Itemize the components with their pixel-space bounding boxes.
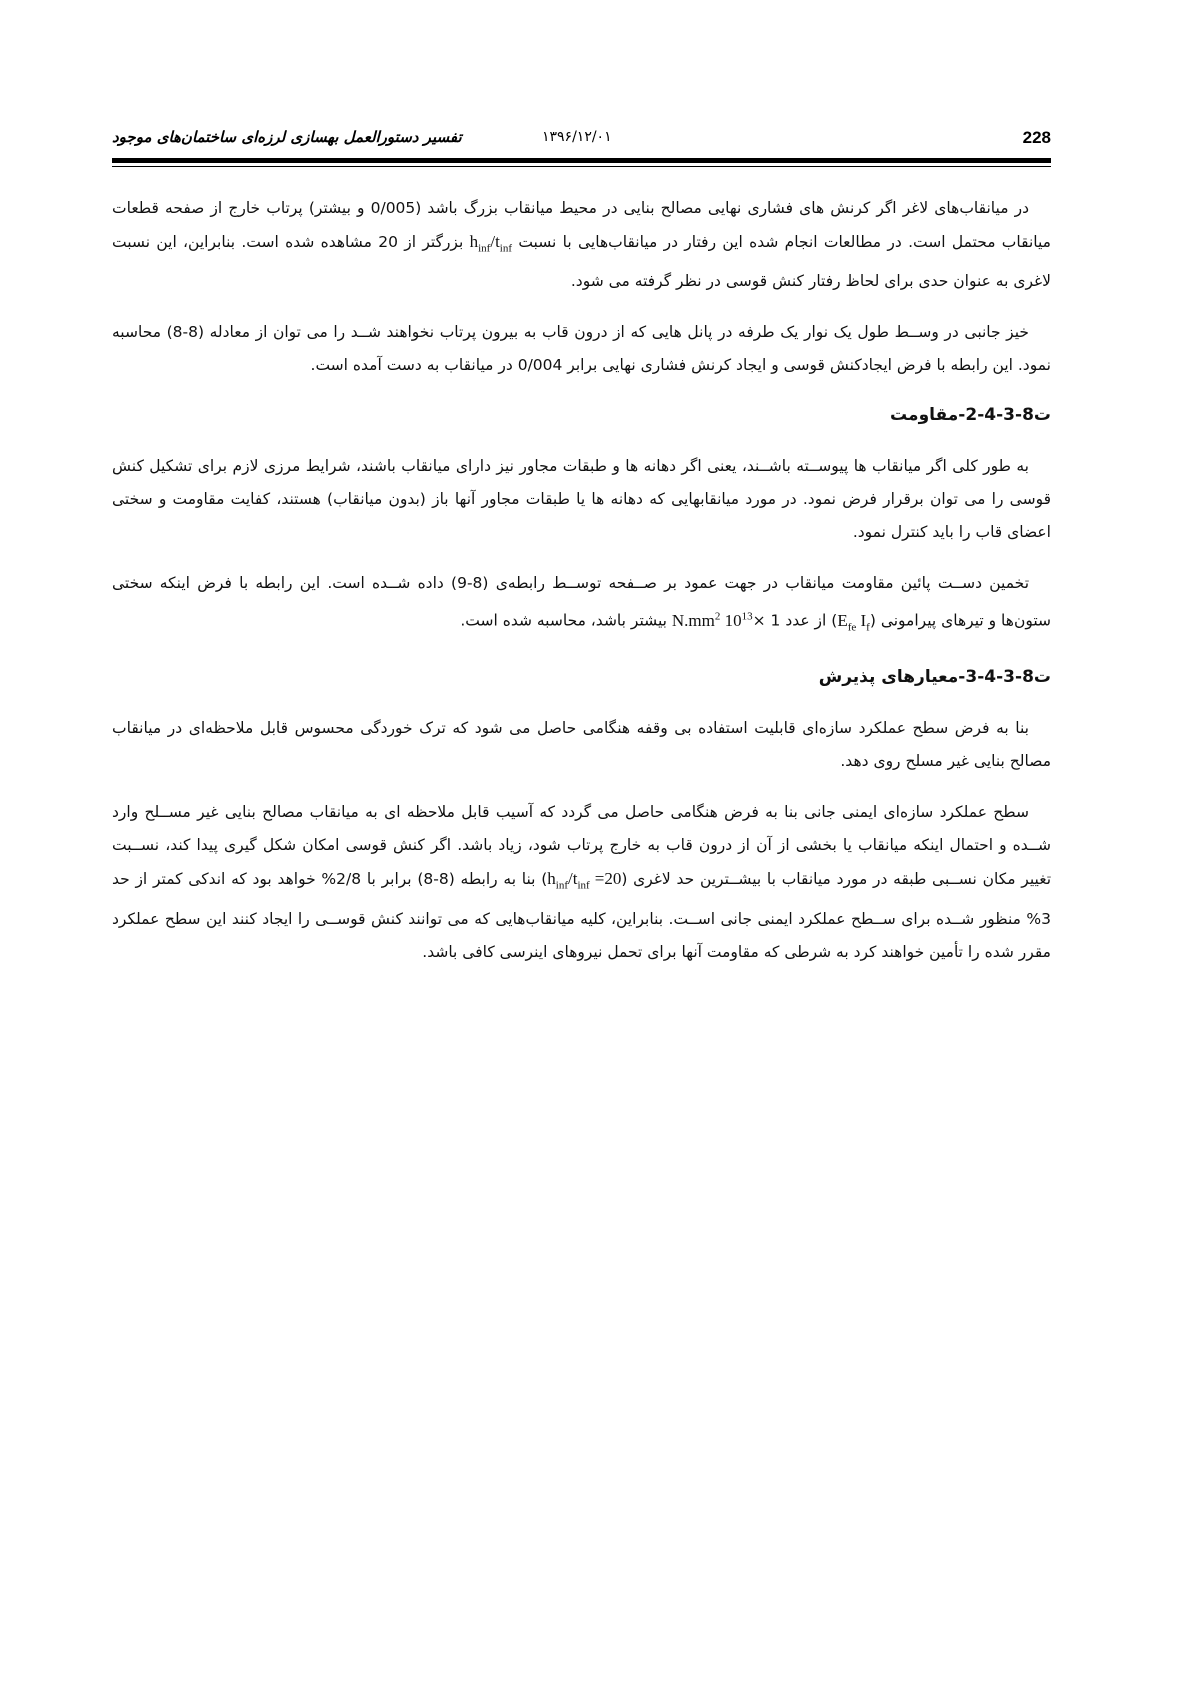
slenderness-ratio bbox=[469, 232, 513, 255]
header-rule-thin bbox=[112, 166, 1051, 167]
unit-sup: 2 bbox=[714, 610, 721, 623]
symbol-i-sub: f bbox=[866, 621, 870, 634]
paragraph-strength-estimate bbox=[112, 567, 1051, 644]
body-text bbox=[112, 192, 1051, 987]
symbol-i: I bbox=[856, 611, 867, 631]
paragraph-text: ) بنا به رابطه (8-8) برابر با 2/8% خواهد بود که اندکی کمتر از حد 3% منظور شــده برای ســطح عملکرد ایمنی جانی اســت. بنابراین، کلیه میانقاب‌هایی که می توانند کنش قوســی را ایجاد کنند این سطح عملکرد مقرر شده را تأمین خواهند کرد به شرطی که مقاومت آنها برای تحمل نیروهای اینرسی کافی باشد. bbox=[112, 870, 1051, 961]
ratio-t-sub: inf bbox=[577, 879, 590, 892]
page-number: 228 bbox=[1022, 128, 1051, 147]
power-base: 10 bbox=[720, 611, 742, 631]
section-heading-acceptance: ت8-3-4-3-معیارهای پذیرش bbox=[818, 667, 1051, 688]
slenderness-limit bbox=[547, 869, 622, 892]
page-header bbox=[112, 128, 1051, 154]
unit-text: N.mm bbox=[671, 611, 715, 631]
paragraph-text: بزرگتر از 20 مشاهده شده است. بنابراین، این نسبت لاغری به عنوان حدی برای لحاظ رفتار کنش قوسی در نظر گرفته می شود. bbox=[112, 233, 1051, 291]
header-date: ۱۳۹۶/۱۲/۰۱ bbox=[542, 129, 612, 145]
paragraph-text: × 1 بیشتر باشد، محاسبه شده است. bbox=[460, 612, 781, 631]
paragraph-text: در میانقاب‌های لاغر اگر کرنش های فشاری نهایی مصالح بنایی در محیط میانقاب بزرگ باشد (0/005 و بیشتر) پرتاب خارج از صفحه قطعات میانقاب محتمل است. در مطالعات انجام شده این رفتار در میانقاب‌هایی با نسبت bbox=[112, 199, 1051, 251]
ratio-value: =20 bbox=[589, 869, 622, 889]
paragraph-life-safety bbox=[112, 796, 1051, 968]
paragraph-slender-infill bbox=[112, 192, 1051, 298]
running-title: تفسیر دستورالعمل بهسازی لرزه‌ای ساختمان‌های موجود bbox=[112, 128, 462, 146]
symbol-e-sub: fe bbox=[847, 621, 857, 634]
paragraph-text: سطح عملکرد سازه‌ای ایمنی جانی بنا به فرض هنگامی حاصل می گردد که آسیب قابل ملاحظه ای به میانقاب مصالح بنایی غیر مســلح وارد شــده و احتمال اینکه میانقاب یا بخشی از آن از درون قاب به خارج پرتاب شود، زیاد باشد. اگر کنش قوسی امکان شکل گیری پیدا کند، نســبت تغییر مکان نســبی طبقه در مورد میانقاب با بیشــترین حد لاغری ( bbox=[112, 803, 1052, 889]
ratio-h-sub: inf bbox=[478, 242, 491, 255]
ratio-t: /t bbox=[568, 869, 578, 889]
paragraph-text: ) از عدد bbox=[780, 612, 838, 631]
paragraph-text: تخمین دســت پائین مقاومت میانقاب در جهت عمود بر صــفحه توســط رابطه‌ی (8-9) داده شــده است. این رابطه با فرض اینکه سختی ستون‌ها و تیرهای پیرامونی ( bbox=[112, 574, 1051, 631]
ratio-h: h bbox=[547, 869, 556, 889]
ratio-t-sub: inf bbox=[499, 242, 513, 255]
stiffness-symbol bbox=[837, 611, 870, 634]
power-of-ten bbox=[720, 611, 752, 630]
stiffness-unit bbox=[672, 611, 720, 630]
symbol-e: E bbox=[837, 611, 848, 631]
power-exponent: 13 bbox=[741, 610, 753, 623]
ratio-t: /t bbox=[490, 232, 500, 251]
ratio-h-sub: inf bbox=[555, 879, 568, 892]
section-heading-strength: ت8-3-4-2-مقاومت bbox=[890, 405, 1051, 426]
header-rule-thick bbox=[112, 158, 1051, 163]
paragraph-continuous-infill: به طور کلی اگر میانقاب ها پیوســته باشــند، یعنی اگر دهانه ها و طبقات مجاور نیز دارای میانقاب باشند، شرایط مرزی لازم برای تشکیل کنش قوسی را می توان برقرار فرض نمود. در مورد میانقابهایی که دهانه ها یا طبقات مجاور آنها باز (بدون میانقاب) هستند، کفایت مقاومت و سختی اعضای قاب را باید کنترل نمود. bbox=[112, 457, 1051, 542]
paragraph-lateral-deflection: خیز جانبی در وســط طول یک نوار یک طرفه در پانل هایی که از درون قاب به بیرون پرتاب نخواهند شــد را می توان از معادله (8-8) محاسبه نمود. این رابطه با فرض ایجادکنش قوسی و ایجاد کرنش فشاری نهایی برابر 0/004 در میانقاب به دست آمده است. bbox=[112, 323, 1051, 375]
paragraph-immediate-occupancy: بنا به فرض سطح عملکرد سازه‌ای قابلیت استفاده بی وقفه هنگامی حاصل می شود که ترک خوردگی محسوس قابل ملاحظه‌ای در میانقاب مصالح بنایی غیر مسلح روی دهد. bbox=[112, 719, 1051, 771]
ratio-h: h bbox=[469, 232, 479, 251]
